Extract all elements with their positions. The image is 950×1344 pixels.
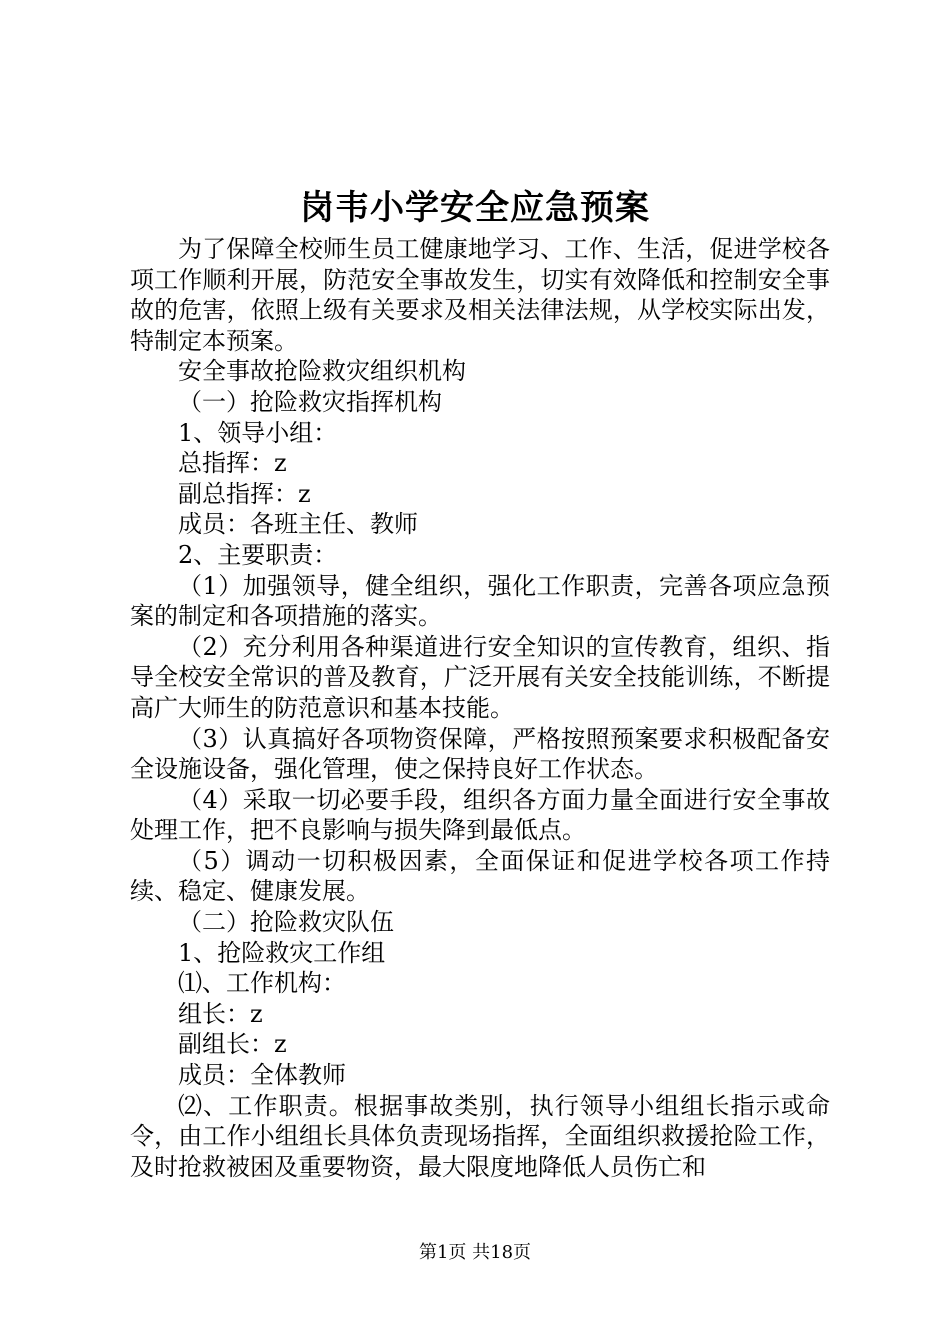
subsection-heading: （一）抢险救灾指挥机构 <box>178 387 442 416</box>
duty-paragraph: （5）调动一切积极因素，全面保证和促进学校各项工作持续、稳定、健康发展。 <box>130 846 830 906</box>
duty-paragraph: （1）加强领导，健全组织，强化工作职责，完善各项应急预案的制定和各项措施的落实。 <box>130 571 830 631</box>
intro-paragraph: 为了保障全校师生员工健康地学习、工作、生活，促进学校各项工作顺利开展，防范安全事故发生，切实有效降低和控制安全事故的危害，依照上级有关要求及相关法律法规，从学校实际出发，特制定本预案。 <box>130 235 830 355</box>
list-item: 副组长：z <box>178 1030 287 1059</box>
page-footer: 第1页 共18页 <box>418 1242 532 1263</box>
list-item: 2、主要职责： <box>178 540 338 569</box>
duty-paragraph: （4）采取一切必要手段，组织各方面力量全面进行安全事故处理工作，把不良影响与损失降到最低点。 <box>130 785 830 845</box>
list-item: 1、领导小组： <box>178 418 338 447</box>
duty-paragraph: （2）充分利用各种渠道进行安全知识的宣传教育，组织、指导全校安全常识的普及教育，广泛开展有关安全技能训练，不断提高广大师生的防范意识和基本技能。 <box>130 632 830 722</box>
duty-paragraph: ⑵、工作职责。根据事故类别，执行领导小组组长指示或命令，由工作小组组长具体负责现场指挥，全面组织救援抢险工作，及时抢救被困及重要物资，最大限度地降低人员伤亡和 <box>130 1091 830 1181</box>
list-item: 成员：全体教师 <box>178 1061 346 1090</box>
list-item: 副总指挥：z <box>178 479 311 508</box>
list-item: 组长：z <box>178 999 263 1028</box>
list-item: ⑴、工作机构： <box>178 969 346 998</box>
document-body <box>130 234 830 1182</box>
subsection-heading: （二）抢险救灾队伍 <box>178 908 394 937</box>
section-heading: 安全事故抢险救灾组织机构 <box>178 357 466 386</box>
duty-paragraph: （3）认真搞好各项物资保障，严格按照预案要求积极配备安全设施设备，强化管理，使之保持良好工作状态。 <box>130 724 830 784</box>
list-item: 总指挥：z <box>178 449 287 478</box>
list-item: 成员：各班主任、教师 <box>178 510 418 539</box>
list-item: 1、抢险救灾工作组 <box>178 938 386 967</box>
document-title: 岗韦小学安全应急预案 <box>300 188 650 228</box>
